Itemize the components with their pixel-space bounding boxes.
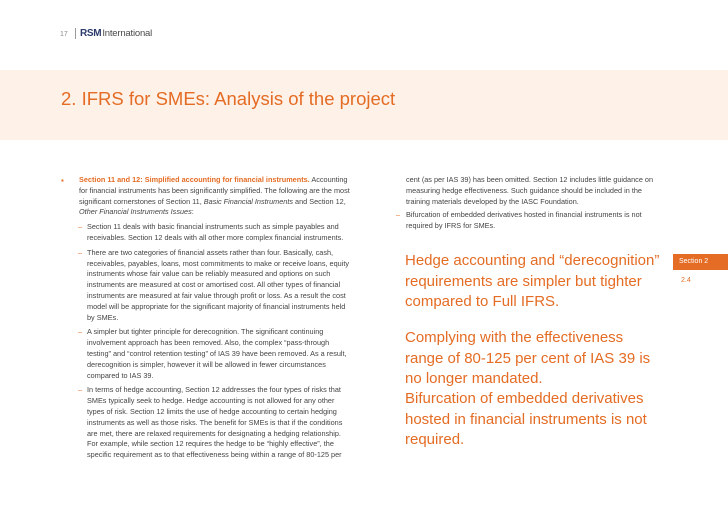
callout-bifurcation: Bifurcation of embedded derivatives hosted in financial instruments is not required.	[405, 390, 647, 448]
sub-item	[60, 385, 352, 461]
section-number: 2.4	[681, 277, 691, 284]
main-bullet-text-1: Accounting for financial instruments has been significantly simplified. The following are the most significant cornerstones of Section 11,	[79, 175, 350, 206]
dash-icon: –	[78, 222, 83, 232]
middle-column	[396, 175, 666, 232]
sub-item-text: Section 11 deals with basic financial instruments such as simple payables and receivables. Section 12 deals with all other more complex financial instruments.	[87, 222, 344, 242]
dash-icon: –	[78, 385, 83, 395]
dash-icon: –	[396, 210, 401, 220]
page-title: 2. IFRS for SMEs: Analysis of the project	[61, 88, 396, 109]
page-number: 17	[60, 31, 68, 38]
dash-icon: –	[78, 327, 83, 337]
logo-international-text: International	[102, 28, 153, 39]
sub-item-text: A simpler but tighter principle for derecognition. The significant continuing involvement approach has been removed. Also, the complex “pass-through testing” and “control retention testing” of IAS 39 have been removed. As a result, derecognition is simpler, however it will be allowed in fewer circumstances compared to IAS 39.	[87, 327, 347, 380]
continuation-paragraph: cent (as per IAS 39) has been omitted. Section 12 includes little guidance on measuring hedge effectiveness. Such guidance should be included in the training materials developed by the IASC Foundation.	[406, 175, 654, 206]
sub-item	[60, 248, 352, 324]
bifurcation-item	[396, 210, 666, 232]
sub-item	[60, 327, 352, 381]
callout-effectiveness-range: Complying with the effectiveness range of 80-125 per cent of IAS 39 is no longer mandated.	[405, 329, 651, 387]
logo-rsm-text: RSM	[80, 28, 102, 39]
main-bullet-italic-1: Basic Financial Instruments	[203, 196, 294, 206]
main-bullet-italic-2: Other Financial Instruments Issues	[79, 207, 192, 217]
main-bullet	[60, 175, 352, 218]
section-tab: Section 2	[673, 254, 728, 270]
dash-icon: –	[78, 247, 83, 257]
rsm-international-logo	[75, 28, 152, 39]
sub-item	[60, 222, 352, 244]
logo-divider	[75, 28, 76, 39]
main-bullet-text-2: and Section 12,	[293, 196, 346, 206]
left-column	[60, 175, 352, 461]
main-bullet-text-3: :	[191, 207, 194, 217]
main-bullet-heading: Section 11 and 12: Simplified accounting for financial instruments.	[79, 175, 310, 184]
sub-item-text: There are two categories of financial assets rather than four. Basically, cash, receivables, payables, loans, most commitments to make or receive loans, equity instruments whose fair value can be reliably measured and options on such instruments are measured at cost or amortised cost. All other types of financial instruments are measured at fair value through profit or loss. As a result the cost model will be appropriate for the significant majority of financial instruments held by SMEs.	[87, 247, 349, 322]
bullet-dot-icon: ▪	[61, 176, 64, 185]
callout-hedge-accounting: Hedge accounting and “derecognition” requirements are simpler but tighter compared to Full IFRS.	[405, 252, 660, 310]
bifurcation-item-text: Bifurcation of embedded derivatives hosted in financial instruments is not required by IFRS for SMEs.	[406, 210, 642, 231]
sub-item-text: In terms of hedge accounting, Section 12 addresses the four types of risks that SMEs typically seek to hedge. Hedge accounting is not allowed for any other types of risk. Section 12 limits the use of hedge accounting to certain hedging instruments as well as those risks. The benefit for SMEs is that if the conditions are met, there are relaxed requirements for designating a hedging relationship. For example, while section 12 requires the hedge to be “highly effective”, the specific requirement as to that effectiveness being within a range of 80-125 per	[87, 385, 343, 460]
